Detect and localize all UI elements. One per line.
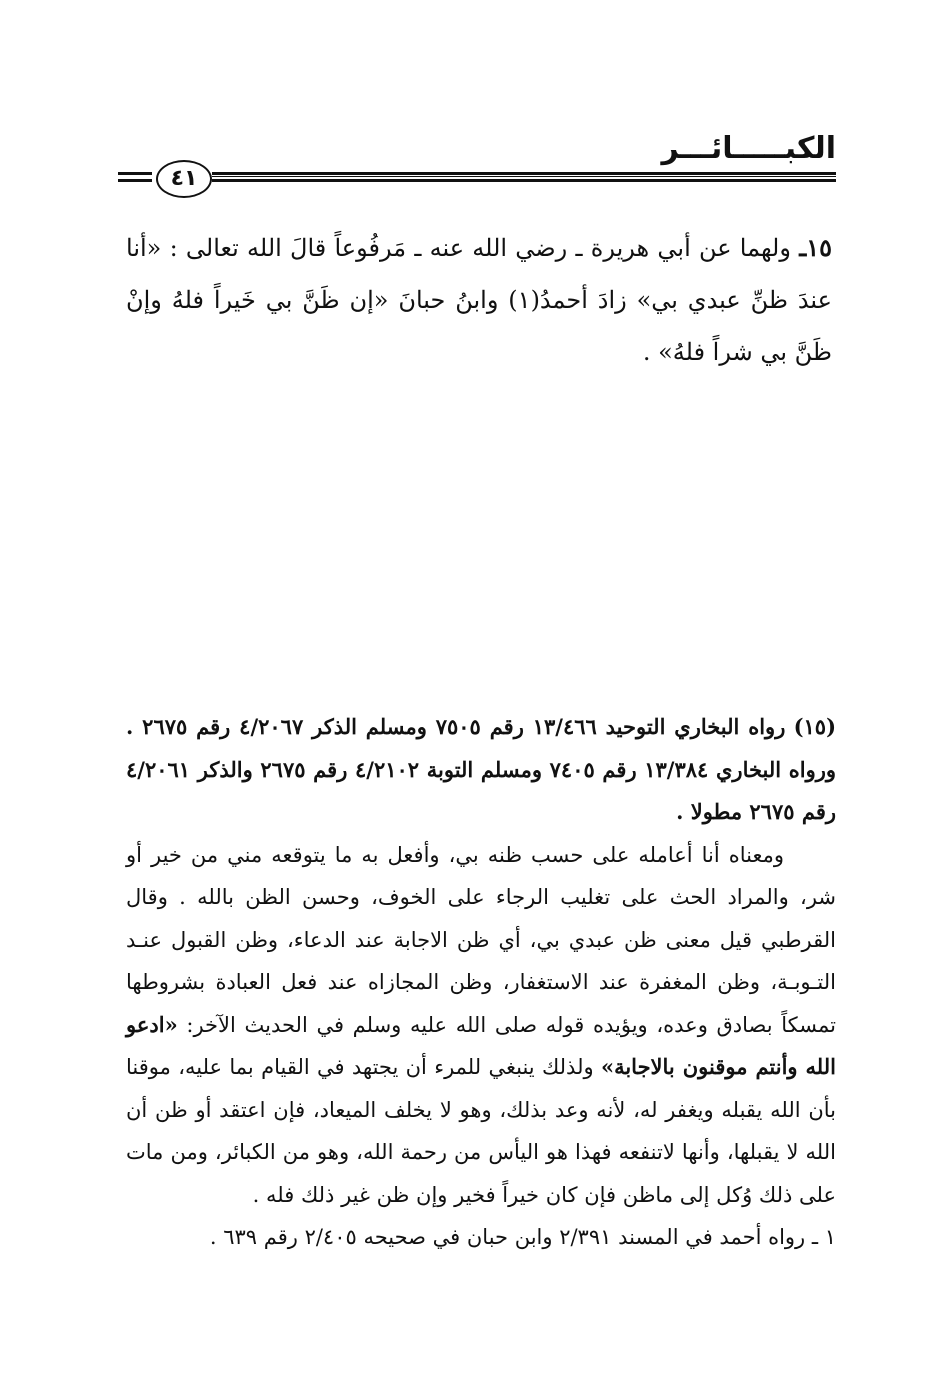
- commentary-before: ومعناه أنا أعامله على حسب ظنه بي، وأفعل به ما يتوقعه مني من خير أو شر، والمراد الحث على تغليب الرجاء على الخوف، وحسن الظن بالله . وقال القرطبي قيل معنى ظن عبدي بي، أي ظن الاجابة عند الدعاء، وظن القبول عنـد التـوبـة، وظن المغفرة عند الاستغفار، وظن المجازاه عند فعل العبادة بشروطها تمسكاً بصادق وعده، ويؤيده قوله صلى الله عليه وسلم في الحديث الآخر:: [126, 842, 836, 1037]
- header-rule: [212, 172, 836, 175]
- footnotes-section: [126, 706, 836, 1259]
- commentary-after: ولذلك ينبغي للمرء أن يجتهد في القيام بما عليه، موقنا بأن الله يقبله ويغفر له، لأنه وعد بذلك، وهو لا يخلف الميعاد، فإن اعتقد أو ظن أن الله لا يقبلها، وأنها لاتنفعه فهذا هو اليأس من رحمة الله، وهو من الكبائر، ومن مات على ذلك وُكل إلى ماظن فإن كان خيراً فخير وإن ظن غير ذلك فله .: [126, 1055, 836, 1207]
- footnote-15-number: (١٥): [793, 714, 837, 739]
- footnote-15: [126, 706, 836, 834]
- footnote-15-commentary: [126, 834, 836, 1217]
- footnote-15-source: رواه البخاري التوحيد ١٣/٤٦٦ رقم ٧٥٠٥ ومسلم الذكر ٤/٢٠٦٧ رقم ٢٦٧٥ . ورواه البخاري ١٣/٣٨٤ رقم ٧٤٠٥ ومسلم التوبة ٤/٢١٠٢ رقم ٢٦٧٥ والذكر ٤/٢٠٦١ رقم ٢٦٧٥ مطولا .: [126, 714, 837, 824]
- footnote-1: [126, 1216, 836, 1259]
- running-title: الكبـــــائـــر: [661, 131, 836, 166]
- main-text: [126, 222, 832, 378]
- commentary-quote: «ادعو الله وأنتم موقنون بالاجابة»: [126, 1011, 836, 1079]
- hadith-text: ولهما عن أبي هريرة ـ رضي الله عنه ـ مَرفُوعاً قالَ الله تعالى : «أنا عندَ ظنِّ عبدي بي» زادَ أحمدُ(١) وابنُ حبانَ «إن ظَنَّ بي خَيراً فلهُ وإنْ ظَنَّ بي شراً فلهُ» .: [126, 234, 832, 366]
- header-rule-left: [118, 172, 152, 175]
- hadith-number: ١٥ـ: [799, 233, 832, 262]
- footnote-1-number: ١ ـ: [811, 1225, 836, 1249]
- footnote-1-text: رواه أحمد في المسند ٢/٣٩١ وابن حبان في صحيحه ٢/٤٠٥ رقم ٦٣٩ .: [209, 1225, 806, 1249]
- page-number: ٤١: [156, 160, 212, 198]
